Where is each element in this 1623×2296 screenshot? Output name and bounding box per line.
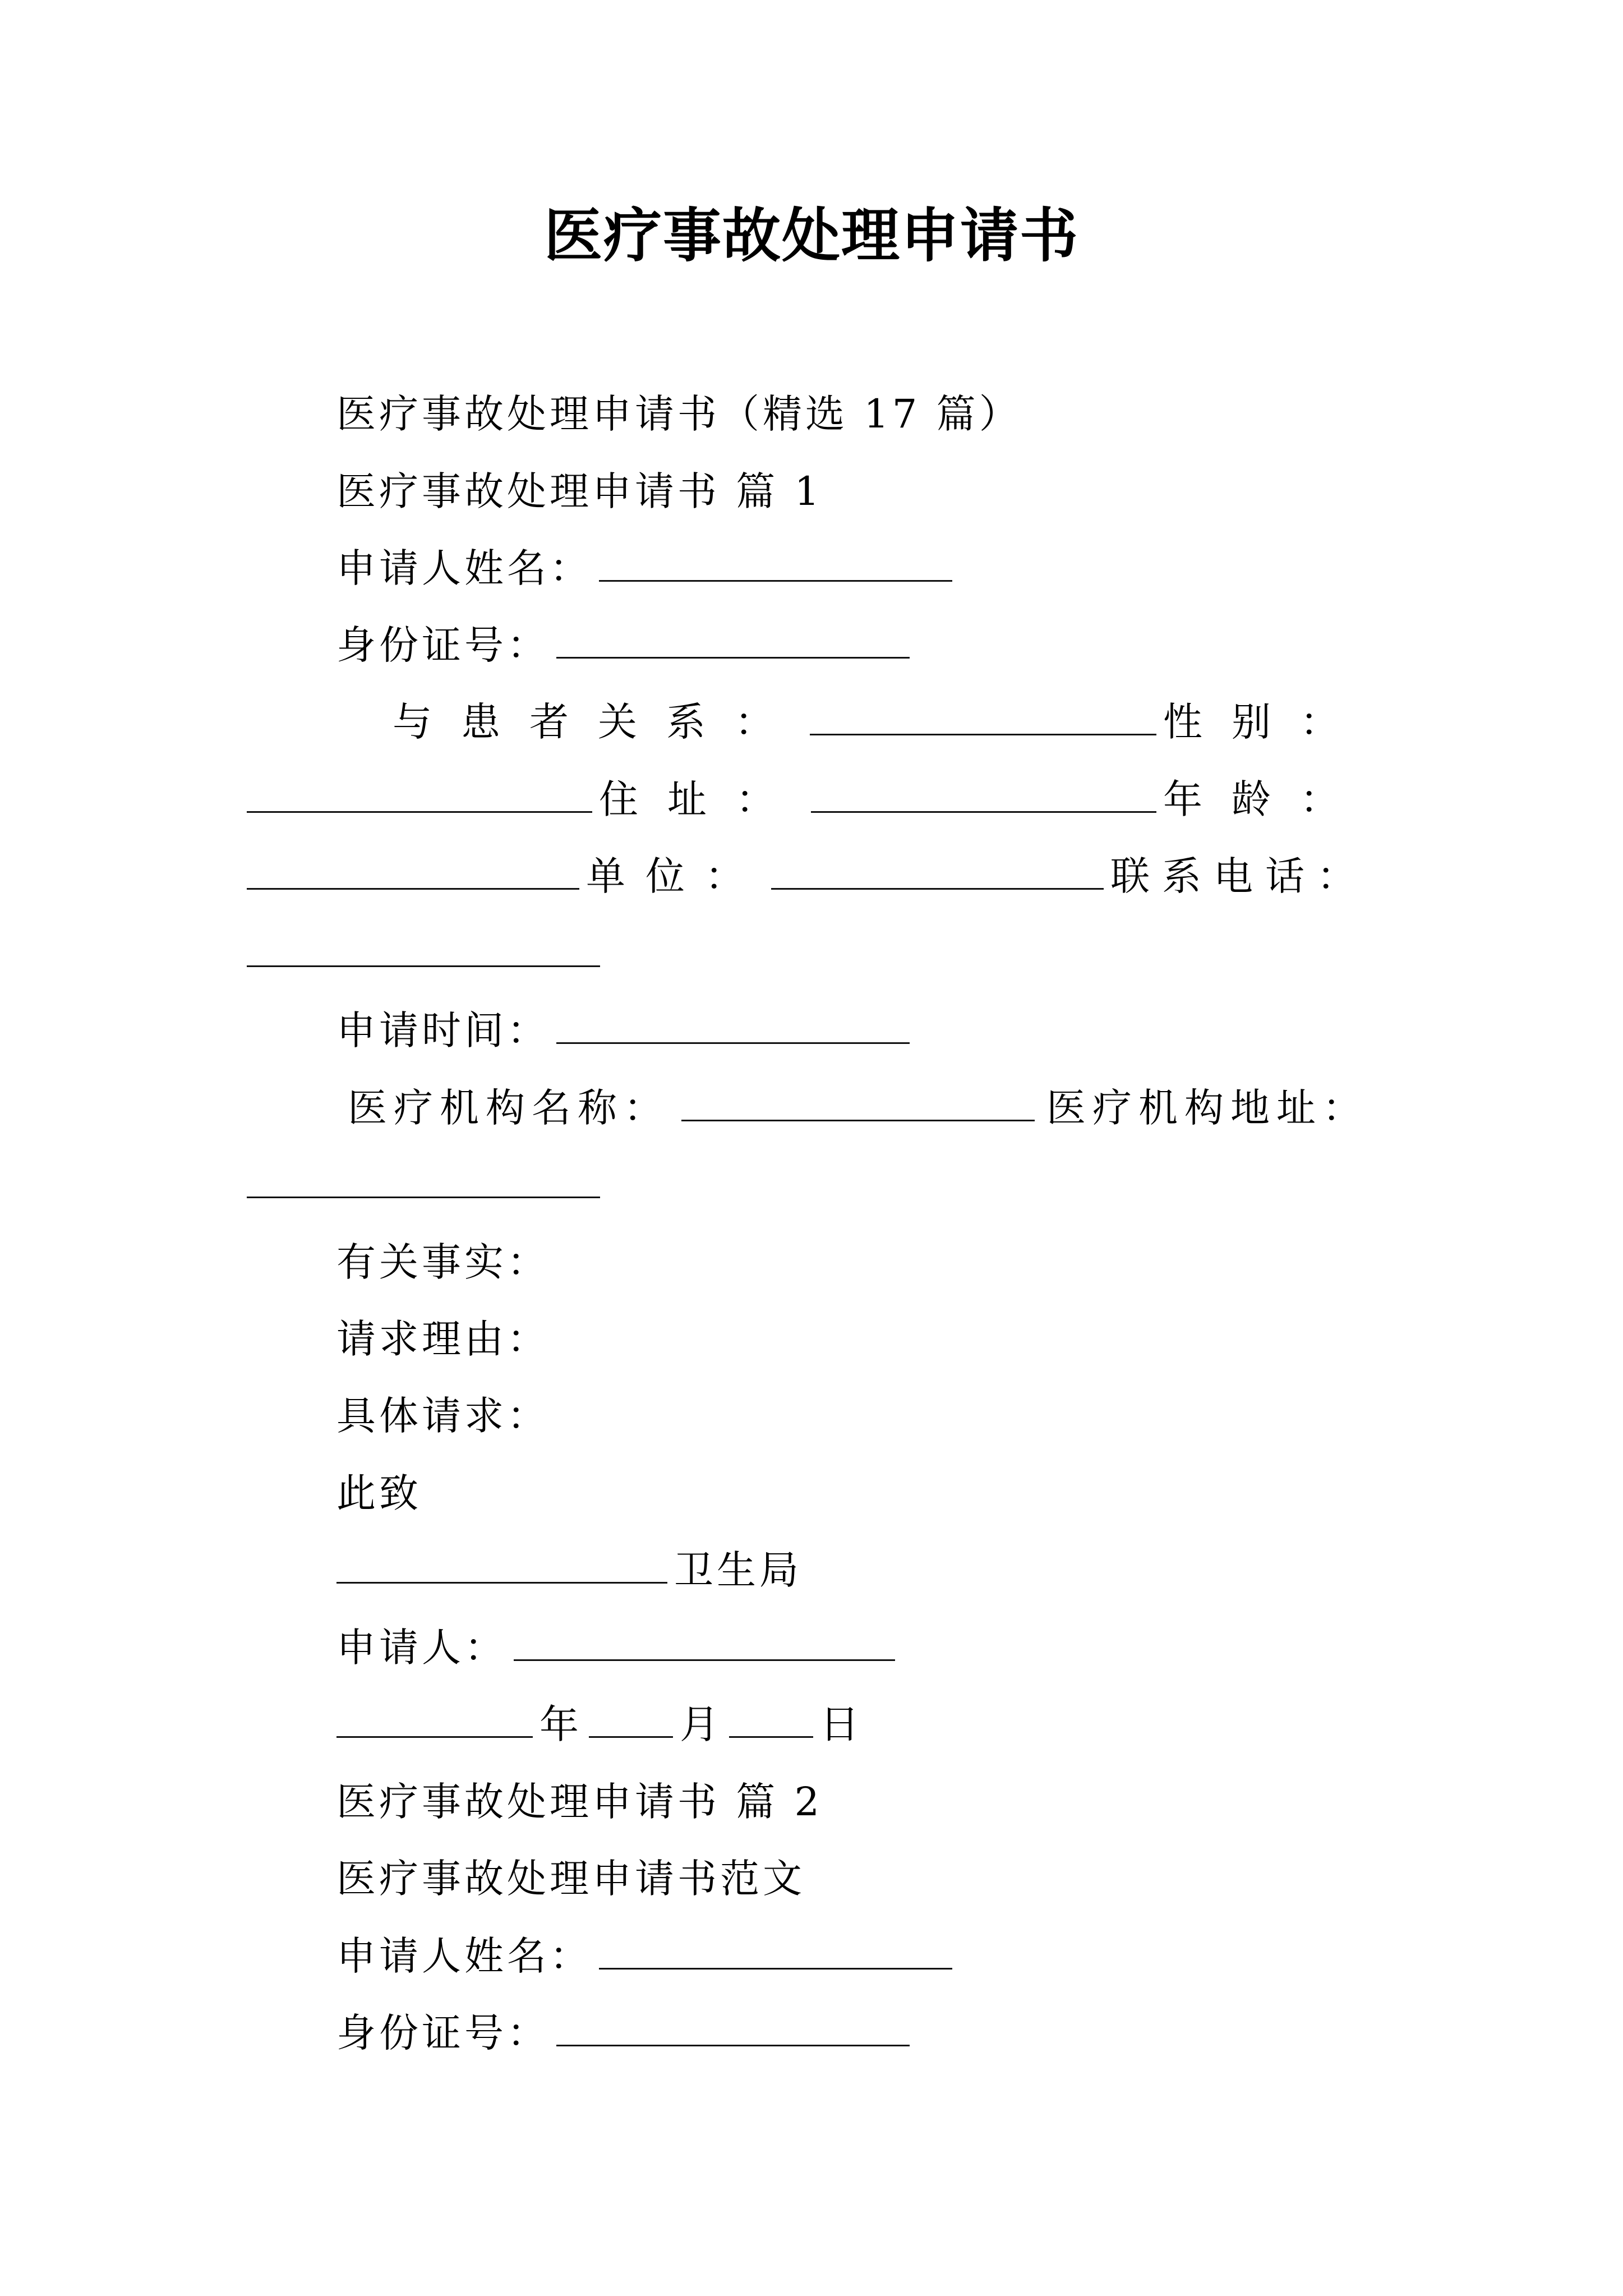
id-number-label: 身份证号： bbox=[336, 622, 550, 668]
day-blank[interactable] bbox=[729, 1697, 813, 1738]
phone-label: 联系电话： bbox=[1110, 853, 1368, 899]
address-age-row bbox=[247, 771, 1368, 827]
month-label: 月 bbox=[680, 1701, 722, 1747]
day-label: 日 bbox=[820, 1701, 863, 1747]
applicant-name-row bbox=[336, 540, 959, 596]
bureau-row bbox=[336, 1542, 802, 1598]
institution-name-blank[interactable] bbox=[681, 1080, 1035, 1121]
applicant-name-blank[interactable] bbox=[599, 541, 952, 582]
id-number-label-2: 身份证号： bbox=[336, 2010, 550, 2056]
applicant-name-label: 申请人姓名： bbox=[336, 545, 592, 591]
apply-time-blank[interactable] bbox=[556, 1003, 910, 1044]
applicant-row bbox=[336, 1619, 902, 1676]
salutation: 此致 bbox=[336, 1470, 422, 1516]
institution-address-blank-row bbox=[247, 1157, 607, 1213]
request-label: 具体请求： bbox=[336, 1393, 550, 1439]
phone-blank-row bbox=[247, 926, 607, 982]
id-number-row bbox=[336, 617, 916, 673]
section-2-sub: 医疗事故处理申请书范文 bbox=[336, 1856, 805, 1902]
relation-label: 与患者关系： bbox=[393, 699, 803, 745]
facts-label: 有关事实： bbox=[336, 1239, 550, 1285]
apply-time-row bbox=[336, 1002, 916, 1059]
unit-phone-row bbox=[247, 848, 1368, 904]
applicant-name-label-2: 申请人姓名： bbox=[336, 1933, 592, 1979]
institution-address-blank[interactable] bbox=[247, 1157, 600, 1198]
bureau-blank[interactable] bbox=[336, 1543, 667, 1584]
id-number-row-2 bbox=[336, 2005, 916, 2061]
phone-blank[interactable] bbox=[247, 926, 600, 967]
age-blank[interactable] bbox=[247, 849, 579, 890]
institution-address-label: 医疗机构地址： bbox=[1046, 1085, 1368, 1131]
year-blank[interactable] bbox=[336, 1697, 533, 1738]
section-1-heading: 医疗事故处理申请书 篇 1 bbox=[336, 468, 823, 514]
bureau-label: 卫生局 bbox=[674, 1547, 802, 1593]
relation-blank[interactable] bbox=[810, 694, 1156, 735]
year-label: 年 bbox=[540, 1701, 582, 1747]
subtitle: 医疗事故处理申请书（精选 17 篇） bbox=[336, 391, 1022, 437]
gender-blank[interactable] bbox=[247, 772, 592, 813]
apply-time-label: 申请时间： bbox=[336, 1007, 550, 1053]
reason-label: 请求理由： bbox=[336, 1316, 550, 1362]
id-number-blank-2[interactable] bbox=[556, 2005, 910, 2046]
applicant-name-blank-2[interactable] bbox=[599, 1929, 952, 1970]
section-2-heading: 医疗事故处理申请书 篇 2 bbox=[336, 1779, 823, 1825]
document-title: 医疗事故处理申请书 bbox=[543, 201, 1079, 270]
address-label: 住址： bbox=[599, 776, 804, 822]
applicant-label: 申请人： bbox=[336, 1625, 507, 1671]
unit-label: 单位： bbox=[586, 853, 764, 899]
age-label: 年龄： bbox=[1163, 776, 1368, 822]
applicant-blank[interactable] bbox=[514, 1620, 895, 1661]
institution-row bbox=[348, 1080, 1368, 1136]
institution-name-label: 医疗机构名称： bbox=[348, 1085, 670, 1131]
address-blank[interactable] bbox=[811, 772, 1156, 813]
gender-label: 性别： bbox=[1163, 699, 1368, 745]
date-row bbox=[336, 1696, 863, 1752]
unit-blank[interactable] bbox=[771, 849, 1104, 890]
applicant-name-row-2 bbox=[336, 1928, 959, 1984]
relation-gender-row bbox=[393, 694, 1368, 750]
id-number-blank[interactable] bbox=[556, 618, 910, 659]
month-blank[interactable] bbox=[589, 1697, 673, 1738]
